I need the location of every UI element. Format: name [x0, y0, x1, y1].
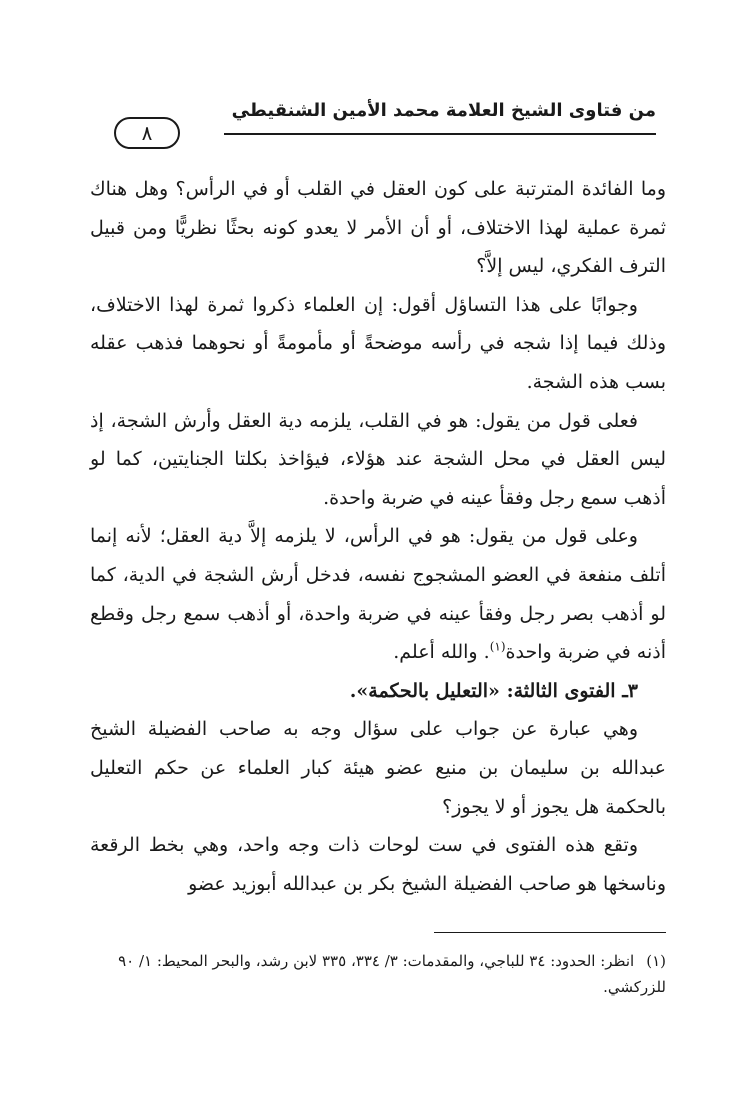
page-number-badge: [114, 117, 180, 149]
paragraph-question: وما الفائدة المترتبة على كون العقل في القلب أو في الرأس؟ وهل هناك ثمرة عملية لهذا الاختلاف، أو أن الأمر لا يعدو كونه بحثًا نظريًّا ومن قبيل الترف الفكري، ليس إلاَّ؟: [90, 178, 666, 278]
footnote: [76, 948, 666, 1000]
footnote-number: (١): [646, 952, 666, 970]
paragraph-fatwa-manuscript: وتقع هذه الفتوى في ست لوحات ذات وجه واحد، وهي بخط الرقعة وناسخها هو صاحب الفضيلة الشيخ بكر بن عبدالله أبوزيد عضو: [90, 834, 666, 895]
section-heading-title: «التعليل بالحكمة».: [349, 679, 500, 702]
main-text: [90, 170, 666, 903]
paragraph-heart-view: فعلى قول من يقول: هو في القلب، يلزمه دية العقل وأرش الشجة، إذ ليس العقل في محل الشجة عند هؤلاء، فيؤاخذ بكلتا الجنايتين، كما لو أذهب سمع رجل وفقأ عينه في ضربة واحدة.: [90, 409, 666, 509]
paragraph-head-view: [90, 517, 666, 671]
section-heading: [90, 672, 666, 711]
header-rule: [224, 133, 656, 135]
running-title: من فتاوى الشيخ العلامة محمد الأمين الشنقيطي: [231, 100, 656, 121]
page-number: ٨: [141, 121, 153, 145]
footnote-separator: [434, 932, 666, 933]
paragraph-fatwa-description: وهي عبارة عن جواب على سؤال وجه به صاحب الفضيلة الشيخ عبدالله بن سليمان بن منيع عضو هيئة كبار العلماء عن حكم التعليل بالحكمة هل يجوز أو لا يجوز؟: [90, 718, 666, 818]
paragraph-answer: وجوابًا على هذا التساؤل أقول: إن العلماء ذكروا ثمرة لهذا الاختلاف، وذلك فيما إذا شجه في رأسه موضحةً أو مأمومةً أو نحوهما فذهب عقله بسب هذه الشجة.: [90, 293, 666, 393]
paragraph-head-view-text: وعلى قول من يقول: هو في الرأس، لا يلزمه إلاَّ دية العقل؛ لأنه إنما أتلف منفعة في العضو المشجوج نفسه، فدخل أرش الشجة في الدية، كما لو أذهب بصر رجل وفقأ عينه في ضربة واحدة، أو أذهب سمع رجل وقطع أذنه في ضربة واحدة: [90, 525, 666, 664]
paragraph-head-view-end: . والله أعلم.: [393, 641, 490, 664]
footnote-reference[interactable]: (١): [489, 639, 506, 654]
section-heading-label: ٣ـ الفتوى الثالثة:: [506, 679, 638, 702]
footnote-text: انظر: الحدود: ٣٤ للباجي، والمقدمات: ٣/ ٣٣٤، ٣٣٥ لابن رشد، والبحر المحيط: ١/ ٩٠ للزركشي.: [118, 952, 666, 996]
